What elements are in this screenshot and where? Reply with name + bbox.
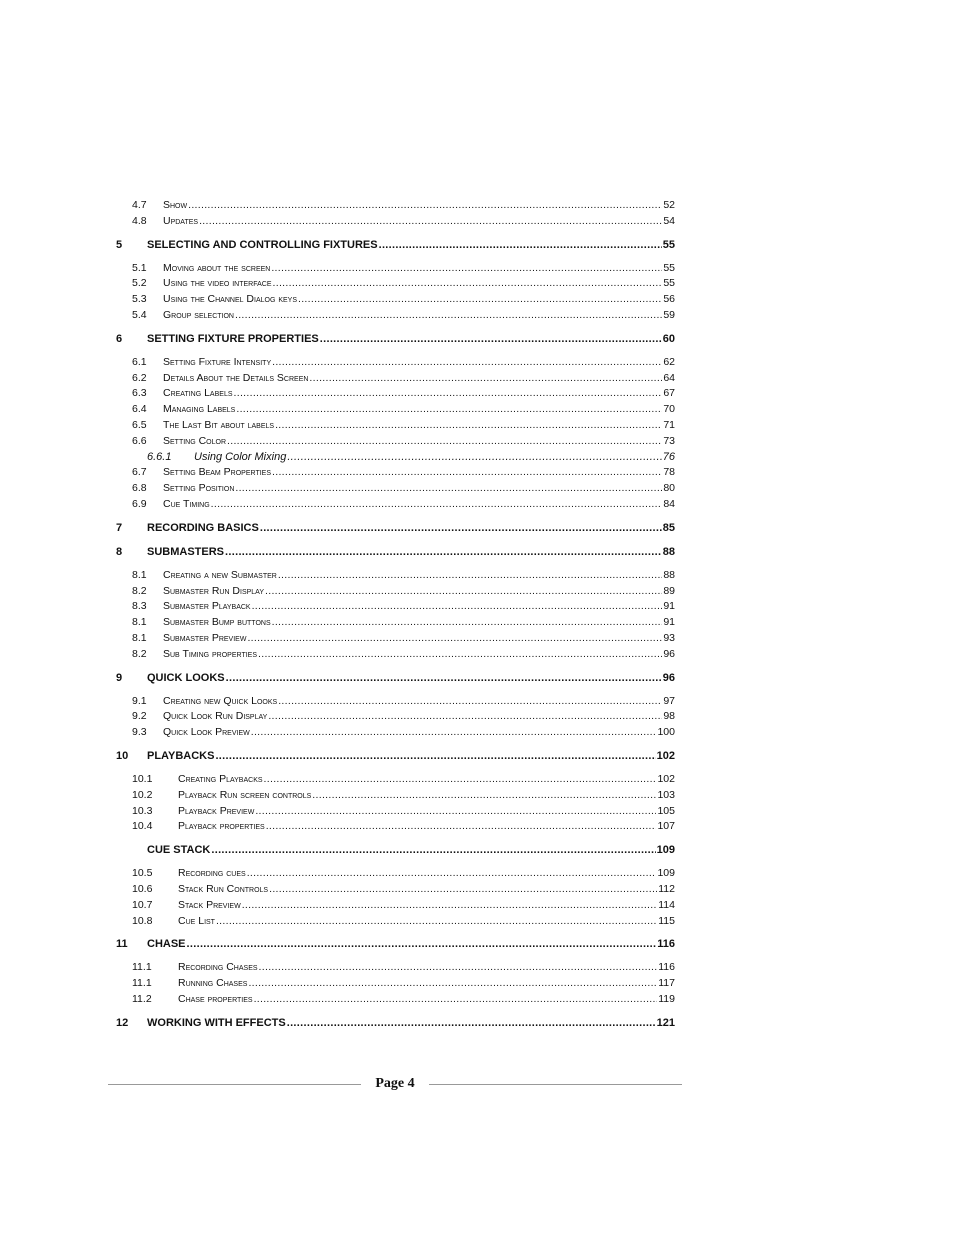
- toc-entry-page: 112: [658, 882, 675, 895]
- page-footer: [108, 1074, 682, 1094]
- toc-section-entry[interactable]: [116, 788, 675, 804]
- toc-dot-leader: [309, 371, 662, 387]
- toc-entry-page: 119: [658, 992, 675, 1005]
- toc-section-entry[interactable]: [116, 819, 675, 835]
- toc-entry-page: 88: [662, 545, 675, 558]
- toc-entry-number: 10.7: [132, 898, 153, 911]
- toc-entry-title: SELECTING AND CONTROLLING FIXTURES: [147, 238, 378, 251]
- toc-dot-leader: [248, 976, 657, 992]
- toc-entry-number: 10.8: [132, 914, 153, 927]
- toc-entry-page: 59: [663, 308, 675, 321]
- toc-dot-leader: [235, 308, 662, 324]
- toc-entry-page: 55: [662, 238, 675, 251]
- toc-entry-page: 97: [663, 694, 675, 707]
- toc-chapter-entry[interactable]: [116, 670, 675, 686]
- toc-dot-leader: [265, 584, 662, 600]
- toc-entry-title: Playback properties: [178, 820, 265, 833]
- toc-entry-title: WORKING WITH EFFECTS: [147, 1016, 286, 1029]
- toc-entry-title: Recording cues: [178, 867, 246, 880]
- toc-entry-number: 8.1: [132, 631, 147, 644]
- toc-entry-number: 8.1: [132, 616, 147, 629]
- toc-section-entry[interactable]: [116, 898, 675, 914]
- toc-dot-leader: [187, 936, 657, 952]
- toc-entry-number: 10.3: [132, 804, 153, 817]
- toc-entry-number: 10.1: [132, 772, 153, 785]
- toc-dot-leader: [259, 960, 658, 976]
- toc-section-entry[interactable]: [116, 355, 675, 371]
- toc-section-entry[interactable]: [116, 261, 675, 277]
- toc-entry-number: 7: [116, 521, 123, 534]
- toc-entry-title: QUICK LOOKS: [147, 671, 225, 684]
- toc-entry-title: Quick Look Run Display: [163, 710, 268, 723]
- toc-section-entry[interactable]: [116, 960, 675, 976]
- toc-section-entry[interactable]: [116, 371, 675, 387]
- toc-dot-leader: [278, 568, 662, 584]
- toc-dot-leader: [216, 914, 657, 930]
- toc-chapter-entry[interactable]: [116, 748, 675, 764]
- toc-entry-page: 64: [663, 371, 675, 384]
- toc-entry-title: The Last Bit about labels: [163, 418, 275, 431]
- toc-chapter-entry[interactable]: [116, 331, 675, 347]
- toc-entry-title: Stack Preview: [178, 898, 241, 911]
- toc-entry-page: 85: [662, 521, 675, 534]
- toc-entry-page: 71: [663, 418, 675, 431]
- toc-entry-title: Setting Fixture Intensity: [163, 355, 272, 368]
- toc-entry-number: 11.2: [132, 992, 152, 1005]
- toc-dot-leader: [264, 772, 657, 788]
- toc-section-entry[interactable]: [116, 772, 675, 788]
- toc-dot-leader: [266, 819, 657, 835]
- toc-entry-title: Recording Chases: [178, 961, 258, 974]
- toc-entry-title: Submaster Playback: [163, 600, 251, 613]
- table-of-contents: [116, 198, 675, 1039]
- toc-section-entry[interactable]: [116, 804, 675, 820]
- toc-chapter-entry[interactable]: [116, 842, 675, 858]
- toc-entry-title: Details About the Details Screen: [163, 371, 309, 384]
- toc-dot-leader: [272, 465, 662, 481]
- toc-entry-number: 6.4: [132, 403, 147, 416]
- toc-entry-number: 9.3: [132, 726, 147, 739]
- toc-dot-leader: [211, 842, 655, 858]
- toc-entry-page: 116: [657, 938, 675, 951]
- toc-entry-number: 10.2: [132, 788, 153, 801]
- toc-entry-page: 109: [657, 867, 675, 880]
- toc-dot-leader: [379, 237, 662, 253]
- toc-entry-page: 80: [663, 482, 675, 495]
- toc-entry-number: 6.1: [132, 355, 147, 368]
- toc-dot-leader: [247, 866, 657, 882]
- toc-entry-page: 62: [663, 355, 675, 368]
- toc-chapter-entry[interactable]: [116, 544, 675, 560]
- toc-entry-number: 8.3: [132, 600, 147, 613]
- toc-entry-number: 6.6: [132, 434, 147, 447]
- page-number: Page 4: [375, 1076, 415, 1091]
- toc-entry-number: 6: [116, 332, 123, 345]
- toc-dot-leader: [254, 992, 658, 1008]
- toc-section-entry[interactable]: [116, 402, 675, 418]
- toc-entry-title: SUBMASTERS: [147, 545, 225, 558]
- toc-entry-title: CUE STACK: [147, 844, 211, 857]
- toc-entry-title: Moving about the screen: [163, 261, 271, 274]
- toc-section-entry[interactable]: [116, 882, 675, 898]
- toc-entry-number: 6.8: [132, 482, 147, 495]
- toc-dot-leader: [275, 418, 662, 434]
- toc-entry-title: Chase properties: [178, 992, 253, 1005]
- toc-entry-page: 109: [656, 844, 675, 857]
- toc-section-entry[interactable]: [116, 568, 675, 584]
- toc-section-entry[interactable]: [116, 418, 675, 434]
- toc-entry-page: 114: [658, 898, 675, 911]
- toc-entry-title: PLAYBACKS: [147, 749, 215, 762]
- toc-entry-title: Submaster Bump buttons: [163, 616, 271, 629]
- toc-entry-title: Creating new Quick Looks: [163, 694, 278, 707]
- toc-dot-leader: [255, 804, 656, 820]
- toc-dot-leader: [272, 355, 662, 371]
- toc-entry-title: Submaster Run Display: [163, 584, 265, 597]
- toc-entry-title: Submaster Preview: [163, 631, 247, 644]
- toc-dot-leader: [312, 788, 656, 804]
- toc-entry-title: RECORDING BASICS: [147, 521, 259, 534]
- toc-entry-title: Creating a new Submaster: [163, 568, 277, 581]
- toc-entry-page: 93: [663, 631, 675, 644]
- toc-dot-leader: [298, 292, 662, 308]
- toc-dot-leader: [188, 198, 662, 214]
- toc-entry-number: 11.1: [132, 977, 152, 990]
- toc-section-entry[interactable]: [116, 866, 675, 882]
- toc-entry-page: 78: [663, 466, 675, 479]
- toc-entry-title: Setting Position: [163, 482, 235, 495]
- toc-entry-page: 55: [663, 277, 675, 290]
- toc-section-entry[interactable]: [116, 584, 675, 600]
- toc-entry-page: 105: [657, 804, 675, 817]
- toc-entry-title: Playback Run screen controls: [178, 788, 312, 801]
- toc-entry-title: Show: [163, 199, 188, 211]
- toc-entry-number: 4.7: [132, 199, 147, 211]
- toc-entry-page: 73: [663, 434, 675, 447]
- toc-entry-page: 56: [663, 293, 675, 306]
- toc-entry-page: 100: [657, 726, 675, 739]
- toc-entry-page: 91: [663, 600, 675, 613]
- toc-entry-title: Using the Channel Dialog keys: [163, 293, 297, 306]
- toc-entry-title: Creating Labels: [163, 387, 233, 400]
- toc-section-entry[interactable]: [116, 308, 675, 324]
- toc-section-entry[interactable]: [116, 709, 675, 725]
- toc-entry-number: 4.8: [132, 214, 147, 227]
- toc-section-entry[interactable]: [116, 599, 675, 615]
- toc-entry-title: Running Chases: [178, 977, 248, 990]
- toc-entry-number: 8.2: [132, 584, 147, 597]
- toc-dot-leader: [247, 631, 662, 647]
- toc-dot-leader: [272, 615, 663, 631]
- toc-entry-number: 5.2: [132, 277, 147, 290]
- toc-section-entry[interactable]: [116, 992, 675, 1008]
- toc-entry-page: 84: [663, 497, 675, 510]
- toc-entry-number: 10.4: [132, 820, 153, 833]
- toc-entry-page: 76: [662, 450, 675, 463]
- toc-entry-number: 5.3: [132, 293, 147, 306]
- toc-section-entry[interactable]: [116, 292, 675, 308]
- toc-dot-leader: [268, 709, 662, 725]
- toc-entry-title: Group selection: [163, 308, 234, 321]
- toc-section-entry[interactable]: [116, 976, 675, 992]
- toc-entry-number: 9.2: [132, 710, 147, 723]
- toc-section-entry[interactable]: [116, 647, 675, 663]
- toc-entry-title: Setting Beam Properties: [163, 466, 272, 479]
- toc-entry-page: 102: [656, 749, 675, 762]
- toc-entry-page: 91: [663, 616, 675, 629]
- toc-dot-leader: [251, 725, 657, 741]
- toc-entry-page: 107: [657, 820, 675, 833]
- toc-entry-number: 8: [116, 545, 123, 558]
- toc-entry-number: 6.2: [132, 371, 147, 384]
- toc-entry-page: 67: [663, 387, 675, 400]
- toc-entry-number: 11: [116, 938, 128, 951]
- toc-entry-number: 9: [116, 671, 123, 684]
- toc-entry-page: 98: [663, 710, 675, 723]
- toc-chapter-entry[interactable]: [116, 1015, 675, 1031]
- toc-dot-leader: [260, 520, 662, 536]
- toc-entry-number: 6.9: [132, 497, 147, 510]
- toc-section-entry[interactable]: [116, 694, 675, 710]
- toc-entry-page: 55: [663, 261, 675, 274]
- toc-entry-title: Quick Look Preview: [163, 726, 250, 739]
- toc-entry-number: 6.3: [132, 387, 147, 400]
- toc-entry-number: 6.7: [132, 466, 147, 479]
- toc-chapter-entry[interactable]: [116, 936, 675, 952]
- toc-section-entry[interactable]: [116, 198, 675, 214]
- toc-dot-leader: [287, 450, 661, 466]
- toc-entry-page: 60: [662, 332, 675, 345]
- toc-section-entry[interactable]: [116, 914, 675, 930]
- toc-dot-leader: [226, 670, 662, 686]
- toc-entry-number: 10: [116, 749, 129, 762]
- toc-entry-page: 96: [662, 671, 675, 684]
- toc-entry-page: 102: [657, 772, 675, 785]
- toc-entry-title: Playback Preview: [178, 804, 255, 817]
- toc-entry-title: SETTING FIXTURE PROPERTIES: [147, 332, 319, 345]
- toc-entry-number: 6.5: [132, 418, 147, 431]
- toc-entry-title: Using Color Mixing: [194, 450, 287, 463]
- toc-entry-page: 117: [658, 977, 675, 990]
- toc-entry-title: Managing Labels: [163, 403, 236, 416]
- toc-entry-page: 116: [658, 961, 675, 974]
- toc-entry-title: Cue Timing: [163, 497, 210, 510]
- toc-entry-page: 89: [663, 584, 675, 597]
- toc-entry-title: Updates: [163, 214, 199, 227]
- toc-entry-number: 9.1: [132, 694, 147, 707]
- toc-entry-title: Cue List: [178, 914, 215, 927]
- toc-section-entry[interactable]: [116, 481, 675, 497]
- toc-dot-leader: [199, 214, 662, 230]
- toc-entry-page: 88: [663, 568, 675, 581]
- toc-entry-number: 10.6: [132, 882, 153, 895]
- toc-entry-title: Creating Playbacks: [178, 772, 263, 785]
- toc-dot-leader: [235, 481, 662, 497]
- toc-section-entry[interactable]: [116, 725, 675, 741]
- toc-chapter-entry[interactable]: [116, 520, 675, 536]
- toc-entry-title: CHASE: [147, 938, 186, 951]
- toc-dot-leader: [258, 647, 662, 663]
- toc-entry-page: 52: [663, 199, 675, 211]
- toc-section-entry[interactable]: [116, 386, 675, 402]
- toc-entry-page: 121: [656, 1016, 675, 1029]
- toc-entry-number: 12: [116, 1016, 129, 1029]
- toc-entry-page: 115: [658, 914, 675, 927]
- toc-section-entry[interactable]: [116, 434, 675, 450]
- toc-entry-page: 96: [663, 647, 675, 660]
- toc-entry-number: 10.5: [132, 867, 153, 880]
- toc-entry-number: 5: [116, 238, 123, 251]
- toc-dot-leader: [234, 386, 663, 402]
- toc-dot-leader: [225, 544, 662, 560]
- toc-entry-page: 103: [657, 788, 675, 801]
- toc-dot-leader: [278, 694, 662, 710]
- toc-entry-title: Using the video interface: [163, 277, 272, 290]
- toc-section-entry[interactable]: [116, 497, 675, 513]
- toc-dot-leader: [252, 599, 663, 615]
- toc-dot-leader: [320, 331, 662, 347]
- toc-entry-number: 5.4: [132, 308, 147, 321]
- toc-subsubsection-entry[interactable]: [116, 450, 675, 466]
- toc-section-entry[interactable]: [116, 615, 675, 631]
- toc-entry-number: 6.6.1: [147, 450, 172, 463]
- toc-section-entry[interactable]: [116, 276, 675, 292]
- toc-section-entry[interactable]: [116, 631, 675, 647]
- toc-entry-page: 54: [663, 214, 675, 227]
- toc-dot-leader: [287, 1015, 656, 1031]
- toc-dot-leader: [227, 434, 662, 450]
- toc-entry-number: 8.2: [132, 647, 147, 660]
- toc-dot-leader: [273, 276, 663, 292]
- toc-chapter-entry[interactable]: [116, 237, 675, 253]
- toc-entry-number: 11.1: [132, 961, 152, 974]
- toc-dot-leader: [269, 882, 657, 898]
- toc-dot-leader: [215, 748, 655, 764]
- toc-entry-title: Sub Timing properties: [163, 647, 258, 660]
- toc-entry-page: 70: [663, 403, 675, 416]
- toc-entry-number: 5.1: [132, 261, 147, 274]
- toc-dot-leader: [236, 402, 662, 418]
- toc-dot-leader: [242, 898, 658, 914]
- footer-rule-right: [429, 1084, 682, 1085]
- toc-dot-leader: [271, 261, 662, 277]
- toc-dot-leader: [211, 497, 663, 513]
- toc-section-entry[interactable]: [116, 465, 675, 481]
- toc-entry-number: 8.1: [132, 568, 147, 581]
- toc-entry-title: Setting Color: [163, 434, 227, 447]
- toc-entry-title: Stack Run Controls: [178, 882, 269, 895]
- toc-section-entry[interactable]: [116, 214, 675, 230]
